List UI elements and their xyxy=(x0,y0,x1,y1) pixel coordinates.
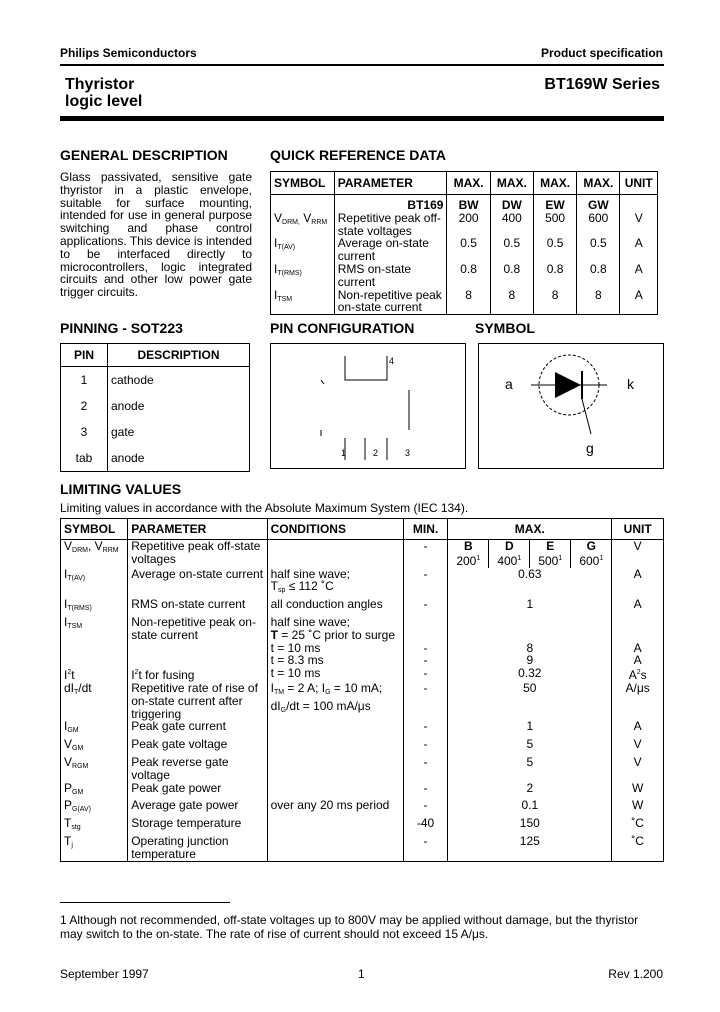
pin-description: anode xyxy=(108,445,250,472)
table-header-row xyxy=(61,519,664,540)
title-line2: logic level xyxy=(65,93,143,110)
conditions-cell: t = 10 ms t = 8.3 ms xyxy=(267,642,403,668)
table-header-cell: MAX. xyxy=(577,172,620,195)
table-row xyxy=(61,393,250,419)
unit-cell: V xyxy=(612,738,664,756)
table-header-cell: PARAMETER xyxy=(334,172,447,195)
min-cell: - xyxy=(403,540,448,568)
value-cell: 0.5 xyxy=(447,237,490,263)
title-line1: Thyristor xyxy=(65,76,135,93)
unit-cell: A xyxy=(612,598,664,616)
min-cell: - xyxy=(403,568,448,599)
table-header-cell: MAX. xyxy=(533,172,576,195)
min-cell: -40 xyxy=(403,817,448,835)
table-header-cell: MAX. xyxy=(448,519,612,540)
symbol-cell: $V_{DRM,}$ $V_{RRM}$ xyxy=(271,212,335,238)
pin-number: 2 xyxy=(61,393,108,419)
parameter-cell: Average on-state current xyxy=(128,568,267,599)
cathode-label: k xyxy=(627,376,634,392)
max-cell: 0.32 xyxy=(448,667,612,682)
unit-cell: V xyxy=(612,540,664,568)
table-header-row xyxy=(61,344,250,367)
value-cell: 8 xyxy=(577,289,620,315)
unit-cell: A xyxy=(620,237,658,263)
max-cell: 0.63 xyxy=(448,568,612,599)
type-values xyxy=(448,540,611,568)
symbol-cell: $I_{T(AV)}$ xyxy=(271,237,335,263)
min-cell xyxy=(403,616,448,642)
value-cell: 200 xyxy=(447,212,490,238)
unit-cell: $A^2s$ xyxy=(612,667,664,682)
footnote: 1 Although not recommended, off-state voltages up to 800V may be applied without damage, but the thyristor may switch to the on-state. The rate of rise of current should not exceed 15 A/μs. xyxy=(60,913,639,941)
symbol-cell: $T_{stg}$ xyxy=(61,817,128,835)
max-cell: 50 xyxy=(448,682,612,720)
unit-cell: A xyxy=(620,263,658,289)
max-cell xyxy=(448,616,612,642)
sot223-outline-icon xyxy=(271,344,465,468)
value-cell: 0.5 xyxy=(490,237,533,263)
series-name: BT169W Series xyxy=(544,76,660,93)
conditions-cell xyxy=(267,738,403,756)
type-value xyxy=(488,540,529,568)
pinconfig-heading: PIN CONFIGURATION xyxy=(270,320,415,336)
symbol-cell: $I_{T(RMS)}$ xyxy=(61,598,128,616)
unit-cell: V xyxy=(620,212,658,238)
parameter-cell: Peak gate voltage xyxy=(128,738,267,756)
min-cell: - - xyxy=(403,642,448,668)
pinning-heading: PINNING - SOT223 xyxy=(60,320,183,336)
min-cell: - xyxy=(403,738,448,756)
pin-description: cathode xyxy=(108,367,250,394)
pin-description: anode xyxy=(108,393,250,419)
symbol-box xyxy=(478,343,664,469)
conditions-cell: all conduction angles xyxy=(267,598,403,616)
symbol-cell: $I^2t$ xyxy=(61,667,128,682)
symbol-cell: $T_j$ xyxy=(61,835,128,861)
parameter-cell: Repetitive rate of rise of on-state current after triggering xyxy=(128,682,267,720)
general-heading: GENERAL DESCRIPTION xyxy=(60,147,228,163)
title-rule xyxy=(60,116,664,121)
table-row xyxy=(61,367,250,394)
parameter-cell: Non-repetitive peak on-state current xyxy=(128,616,267,642)
type-label: BT169 xyxy=(334,195,447,212)
unit-cell: A/μs xyxy=(612,682,664,720)
table-cell xyxy=(271,195,335,212)
unit-cell: ˚C xyxy=(612,817,664,835)
gate-label: g xyxy=(586,440,594,456)
table-cell xyxy=(620,195,658,212)
type-code: GW xyxy=(577,195,620,212)
conditions-cell xyxy=(267,817,403,835)
max-cell: 8 9 xyxy=(448,642,612,668)
symbol-cell: $I_{TSM}$ xyxy=(271,289,335,315)
type-code: E xyxy=(546,539,555,553)
parameter-cell xyxy=(128,642,267,668)
footer-page: 1 xyxy=(358,967,365,981)
parameter-cell: RMS on-state current xyxy=(128,598,267,616)
symbol-cell: $I_{T(AV)}$ xyxy=(61,568,128,599)
value-cell: 0.8 xyxy=(490,263,533,289)
type-code: G xyxy=(586,539,596,553)
symbol-cell: $P_{GM}$ xyxy=(61,782,128,800)
limiting-heading: LIMITING VALUES xyxy=(60,481,182,497)
general-text: Glass passivated, sensitive gate thyristor in a plastic envelope, suitable for surface mounting, intended for use in general purpose switching and phase control applications. This device is intended to be interfaced directly to microcontrollers, logic integrated circuits and other low power gate trigger circuits. xyxy=(60,170,252,300)
thyristor-symbol-icon xyxy=(479,344,663,468)
table-header-cell: DESCRIPTION xyxy=(108,344,250,367)
limiting-intro: Limiting values in accordance with the Absolute Maximum System (IEC 134). xyxy=(60,501,469,515)
pin-description: gate xyxy=(108,419,250,445)
table-row xyxy=(61,738,664,756)
max-cell: 125 xyxy=(448,835,612,861)
table-row xyxy=(61,682,664,720)
table-header-cell: PARAMETER xyxy=(128,519,267,540)
pin-label-2: 2 xyxy=(373,448,379,458)
value-cell: 500 xyxy=(533,212,576,238)
conditions-cell xyxy=(267,835,403,861)
table-header-cell: UNIT xyxy=(612,519,664,540)
conditions-cell: over any 20 ms period xyxy=(267,799,403,817)
table-header-cell: PIN xyxy=(61,344,108,367)
max-cell: 2 xyxy=(448,782,612,800)
pinning-table xyxy=(60,343,250,472)
min-cell: - xyxy=(403,799,448,817)
type-code: B xyxy=(463,539,473,553)
pin-label-4: 4 xyxy=(389,356,395,366)
pin-label-1: 1 xyxy=(341,448,347,458)
table-header-row xyxy=(271,172,658,195)
product-title xyxy=(65,76,142,110)
table-header-cell: MAX. xyxy=(447,172,490,195)
parameter-cell: $I^2t$ for fusing xyxy=(128,667,267,682)
header-rule xyxy=(60,64,664,66)
value-cell: 8 xyxy=(447,289,490,315)
type-value xyxy=(570,540,611,568)
type-code: D xyxy=(504,539,514,553)
min-cell: - xyxy=(403,682,448,720)
type-code: DW xyxy=(490,195,533,212)
conditions-cell: $I_{TM} = 2$ A; $I_G = 10$ mA; $dI_G/dt = 100$ mA/μs xyxy=(267,682,403,720)
symbol-cell: $I_{TSM}$ xyxy=(61,616,128,642)
table-row xyxy=(271,289,658,315)
value-cell: 8 xyxy=(490,289,533,315)
limiting-values-table xyxy=(60,518,664,862)
symbol-cell xyxy=(61,642,128,668)
table-header-cell: MIN. xyxy=(403,519,448,540)
table-row xyxy=(271,263,658,289)
unit-cell: A A xyxy=(612,642,664,668)
max-cell: 5 xyxy=(448,756,612,782)
conditions-cell: t = 10 ms xyxy=(267,667,403,682)
unit-cell xyxy=(612,616,664,642)
unit-cell: A xyxy=(612,720,664,738)
max-cell: 150 xyxy=(448,817,612,835)
table-row xyxy=(61,756,664,782)
symbol-cell: $V_{DRM}$, $V_{RRM}$ xyxy=(61,540,128,568)
pin-number: 1 xyxy=(61,367,108,394)
value-cell: 0.5 xyxy=(533,237,576,263)
parameter-cell: Non-repetitive peak on-state current xyxy=(334,289,447,315)
parameter-cell: Peak gate power xyxy=(128,782,267,800)
table-row xyxy=(61,667,664,682)
table-row xyxy=(61,817,664,835)
parameter-cell: Average gate power xyxy=(128,799,267,817)
pin-number: 3 xyxy=(61,419,108,445)
value-cell: 0.8 xyxy=(577,263,620,289)
pin-number: tab xyxy=(61,445,108,472)
table-header-cell: SYMBOL xyxy=(61,519,128,540)
type-code: EW xyxy=(533,195,576,212)
table-row xyxy=(61,835,664,861)
table-header-cell: CONDITIONS xyxy=(267,519,403,540)
pin-label-3: 3 xyxy=(405,448,411,458)
conditions-cell: half sine wave; $T_{sp} \le 112$ ˚C xyxy=(267,568,403,599)
table-row xyxy=(61,568,664,599)
quick-reference-table xyxy=(270,171,658,315)
footer-rev: Rev 1.200 xyxy=(608,967,663,981)
unit-cell: V xyxy=(612,756,664,782)
parameter-cell: Peak gate current xyxy=(128,720,267,738)
parameter-cell: Storage temperature xyxy=(128,817,267,835)
unit-cell: W xyxy=(612,782,664,800)
unit-cell: W xyxy=(612,799,664,817)
symbol-cell: $I_{T(RMS)}$ xyxy=(271,263,335,289)
company-name: Philips Semiconductors xyxy=(60,46,197,60)
type-max: $400^1$ xyxy=(497,553,522,568)
value-cell: 400 xyxy=(490,212,533,238)
symbol-cell: $dI_T/dt$ xyxy=(61,682,128,720)
table-row xyxy=(61,616,664,642)
footer-date: September 1997 xyxy=(60,967,149,981)
symbol-cell: $I_{GM}$ xyxy=(61,720,128,738)
doc-type: Product specification xyxy=(540,46,663,60)
value-cell: 600 xyxy=(577,212,620,238)
qrd-heading: QUICK REFERENCE DATA xyxy=(270,147,447,163)
conditions-cell xyxy=(267,540,403,568)
table-header-cell: UNIT xyxy=(620,172,658,195)
symbol-cell: $P_{G(AV)}$ xyxy=(61,799,128,817)
max-cell xyxy=(448,540,612,568)
type-max: $200^1$ xyxy=(456,553,481,568)
table-row xyxy=(61,419,250,445)
type-value xyxy=(448,540,488,568)
min-cell: - xyxy=(403,835,448,861)
table-row xyxy=(61,799,664,817)
table-row xyxy=(61,720,664,738)
max-cell: 1 xyxy=(448,720,612,738)
conditions-cell xyxy=(267,720,403,738)
parameter-cell: Operating junction temperature xyxy=(128,835,267,861)
value-cell: 8 xyxy=(533,289,576,315)
table-row xyxy=(61,642,664,668)
min-cell: - xyxy=(403,667,448,682)
min-cell: - xyxy=(403,782,448,800)
symbol-cell: $V_{GM}$ xyxy=(61,738,128,756)
unit-cell: A xyxy=(612,568,664,599)
type-max: $500^1$ xyxy=(538,553,563,568)
table-row xyxy=(61,782,664,800)
table-row xyxy=(271,212,658,238)
parameter-cell: Repetitive peak off-state voltages xyxy=(128,540,267,568)
conditions-cell: half sine wave; T = 25 ˚C prior to surge xyxy=(267,616,403,642)
parameter-cell: Repetitive peak off-state voltages xyxy=(334,212,447,238)
unit-cell: A xyxy=(620,289,658,315)
table-row xyxy=(61,540,664,568)
table-header-cell: SYMBOL xyxy=(271,172,335,195)
parameter-cell: Average on-state current xyxy=(334,237,447,263)
table-header-cell: MAX. xyxy=(490,172,533,195)
table-row xyxy=(61,445,250,472)
parameter-cell: Peak reverse gate voltage xyxy=(128,756,267,782)
pinconfig-box xyxy=(270,343,466,469)
max-cell: 0.1 xyxy=(448,799,612,817)
value-cell: 0.8 xyxy=(447,263,490,289)
type-value xyxy=(529,540,570,568)
min-cell: - xyxy=(403,720,448,738)
min-cell: - xyxy=(403,756,448,782)
max-cell: 5 xyxy=(448,738,612,756)
type-code: BW xyxy=(447,195,490,212)
table-row xyxy=(271,237,658,263)
symbol-cell: $V_{RGM}$ xyxy=(61,756,128,782)
footnote-rule xyxy=(60,902,230,903)
min-cell: - xyxy=(403,598,448,616)
unit-cell: ˚C xyxy=(612,835,664,861)
table-row xyxy=(271,195,658,212)
value-cell: 0.8 xyxy=(533,263,576,289)
type-max: $600^1$ xyxy=(579,553,604,568)
parameter-cell: RMS on-state current xyxy=(334,263,447,289)
table-row xyxy=(61,598,664,616)
conditions-cell xyxy=(267,782,403,800)
symbol-heading: SYMBOL xyxy=(475,320,535,336)
anode-label: a xyxy=(505,376,513,392)
conditions-cell xyxy=(267,756,403,782)
max-cell: 1 xyxy=(448,598,612,616)
value-cell: 0.5 xyxy=(577,237,620,263)
